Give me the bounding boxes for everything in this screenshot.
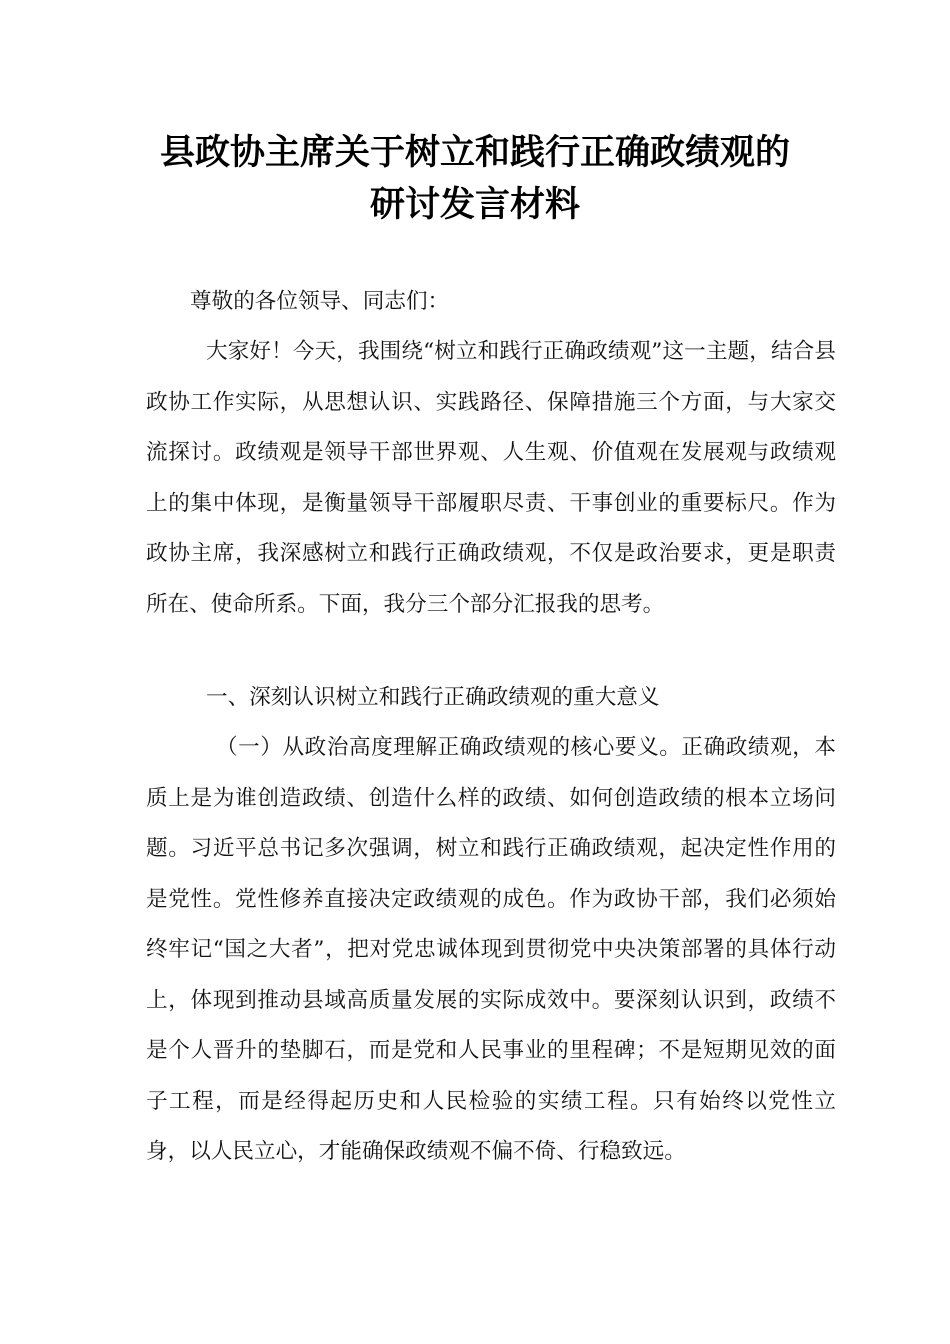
- section-heading-1: 一、深刻认识树立和践行正确政绩观的重大意义: [206, 685, 660, 710]
- document-title-line-2: 研讨发言材料: [369, 185, 580, 225]
- opening-paragraph: 大家好！今天，我围绕“树立和践行正确政绩观”这一主题，结合县政协工作实际，从思想认识、实践路径、保障措施三个方面，与大家交流探讨。政绩观是领导干部世界观、人生观、价值观在发展观与政绩观上的集中体现，是衡量领导干部履职尽责、干事创业的重要标尺。作为政协主席，我深感树立和践行正确政绩观，不仅是政治要求，更是职责所在、使命所系。下面，我分三个部分汇报我的思考。: [146, 339, 836, 617]
- document-title-line-1: 县政协主席关于树立和践行正确政绩观的: [159, 133, 790, 173]
- salutation: 尊敬的各位领导、同志们：: [190, 289, 450, 314]
- section-1-paragraph-1: （一）从政治高度理解正确政绩观的核心要义。正确政绩观，本质上是为谁创造政绩、创造什么样的政绩、如何创造政绩的根本立场问题。习近平总书记多次强调，树立和践行正确政绩观，起决定性作用的是党性。党性修养直接决定政绩观的成色。作为政协干部，我们必须始终牢记“国之大者”，把对党忠诚体现到贯彻党中央决策部署的具体行动上，体现到推动县域高质量发展的实际成效中。要深刻认识到，政绩不是个人晋升的垫脚石，而是党和人民事业的里程碑；不是短期见效的面子工程，而是经得起历史和人民检验的实绩工程。只有始终以党性立身，以人民立心，才能确保政绩观不偏不倚、行稳致远。: [146, 735, 836, 1164]
